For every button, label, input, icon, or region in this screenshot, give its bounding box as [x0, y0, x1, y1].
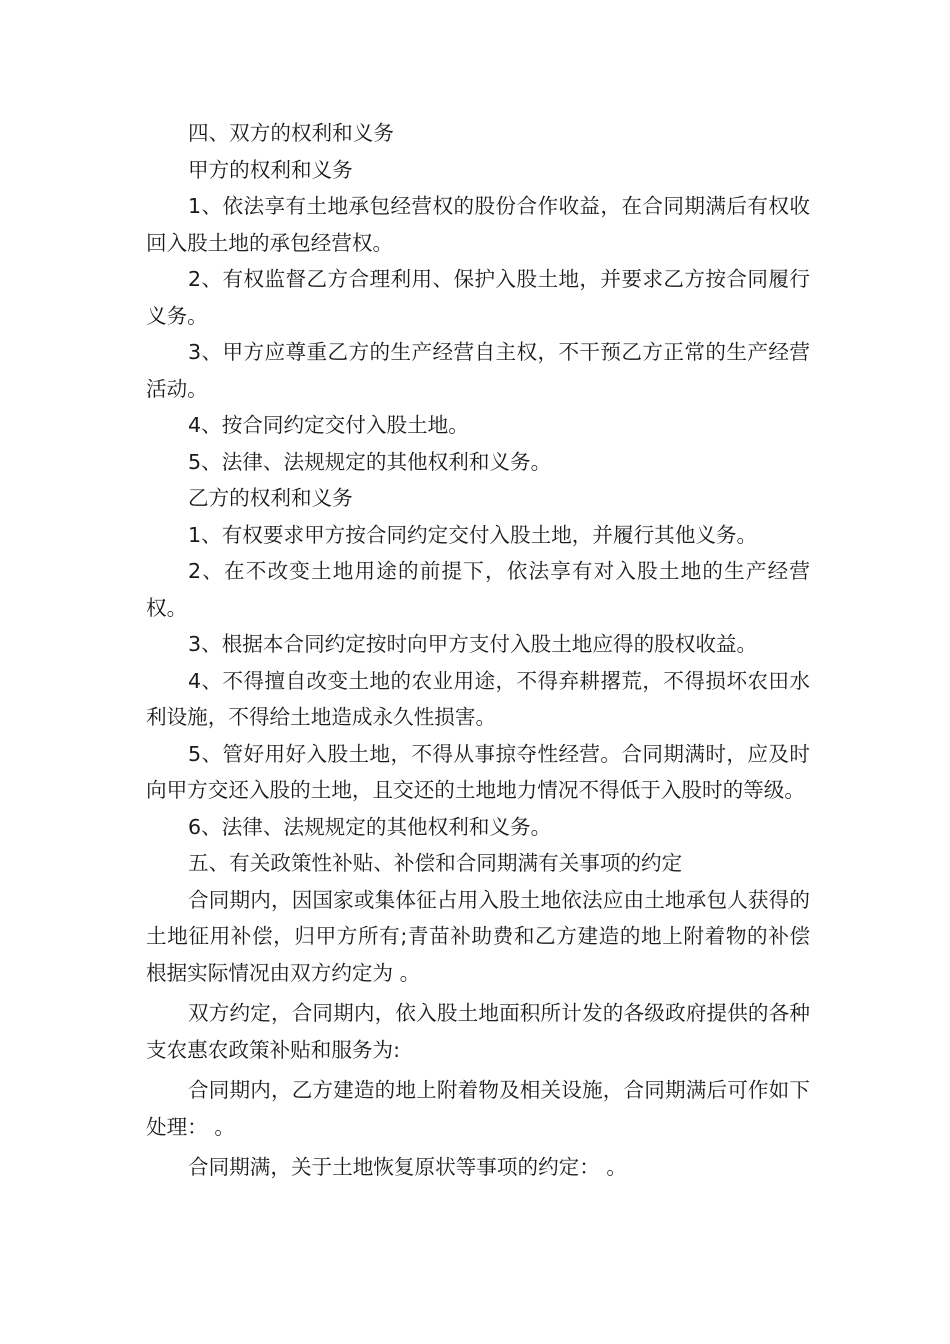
- party-b-clause-6: 6、法律、法规规定的其他权利和义务。: [188, 814, 552, 839]
- document-page: [146, 115, 810, 1186]
- section-heading-subsidies: 五、有关政策性补贴、补偿和合同期满有关事项的约定: [188, 851, 683, 875]
- party-a-clause-5: 5、法律、法规规定的其他权利和义务。: [188, 449, 552, 474]
- party-b-clause-5: 5、管好用好入股土地，不得从事掠夺性经营。合同期满时，应及时向甲方交还入股的土地，且交还的土地地力情况不得低于入股时的等级。: [146, 741, 810, 802]
- party-b-clause-3: 3、根据本合同约定按时向甲方支付入股土地应得的股权收益。: [188, 632, 758, 656]
- subsidy-paragraph-3: 合同期内，乙方建造的地上附着物及相关设施，合同期满后可作如下处理： 。: [146, 1078, 810, 1139]
- party-b-clause-2: 2、在不改变土地用途的前提下，依法享有对入股土地的生产经营权。: [146, 559, 810, 620]
- section-heading-rights-obligations: 四、双方的权利和义务: [188, 121, 394, 145]
- subsidy-paragraph-4: 合同期满，关于土地恢复原状等事项的约定： 。: [188, 1155, 628, 1179]
- subsidy-paragraph-1: 合同期内，因国家或集体征占用入股土地依法应由土地承包人获得的土地征用补偿，归甲方所有;青苗补助费和乙方建造的地上附着物的补偿根据实际情况由双方约定为 。: [146, 887, 810, 985]
- party-a-clause-2: 2、有权监督乙方合理利用、保护入股土地，并要求乙方按合同履行义务。: [146, 267, 810, 328]
- party-b-clause-4: 4、不得擅自改变土地的农业用途，不得弃耕撂荒，不得损坏农田水利设施，不得给土地造成永久性损害。: [146, 668, 810, 729]
- subheading-party-b: 乙方的权利和义务: [188, 486, 353, 510]
- party-a-clause-3: 3、甲方应尊重乙方的生产经营自主权，不干预乙方正常的生产经营活动。: [146, 340, 810, 401]
- party-a-clause-4: 4、按合同约定交付入股土地。: [188, 413, 469, 437]
- subheading-party-a: 甲方的权利和义务: [188, 157, 353, 182]
- subsidy-paragraph-2: 双方约定，合同期内，依入股土地面积所计发的各级政府提供的各种支农惠农政策补贴和服务为:: [146, 1001, 810, 1062]
- party-b-clause-1: 1、有权要求甲方按合同约定交付入股土地，并履行其他义务。: [188, 522, 758, 547]
- party-a-clause-1: 1、依法享有土地承包经营权的股份合作收益，在合同期满后有权收回入股土地的承包经营权。: [146, 194, 810, 255]
